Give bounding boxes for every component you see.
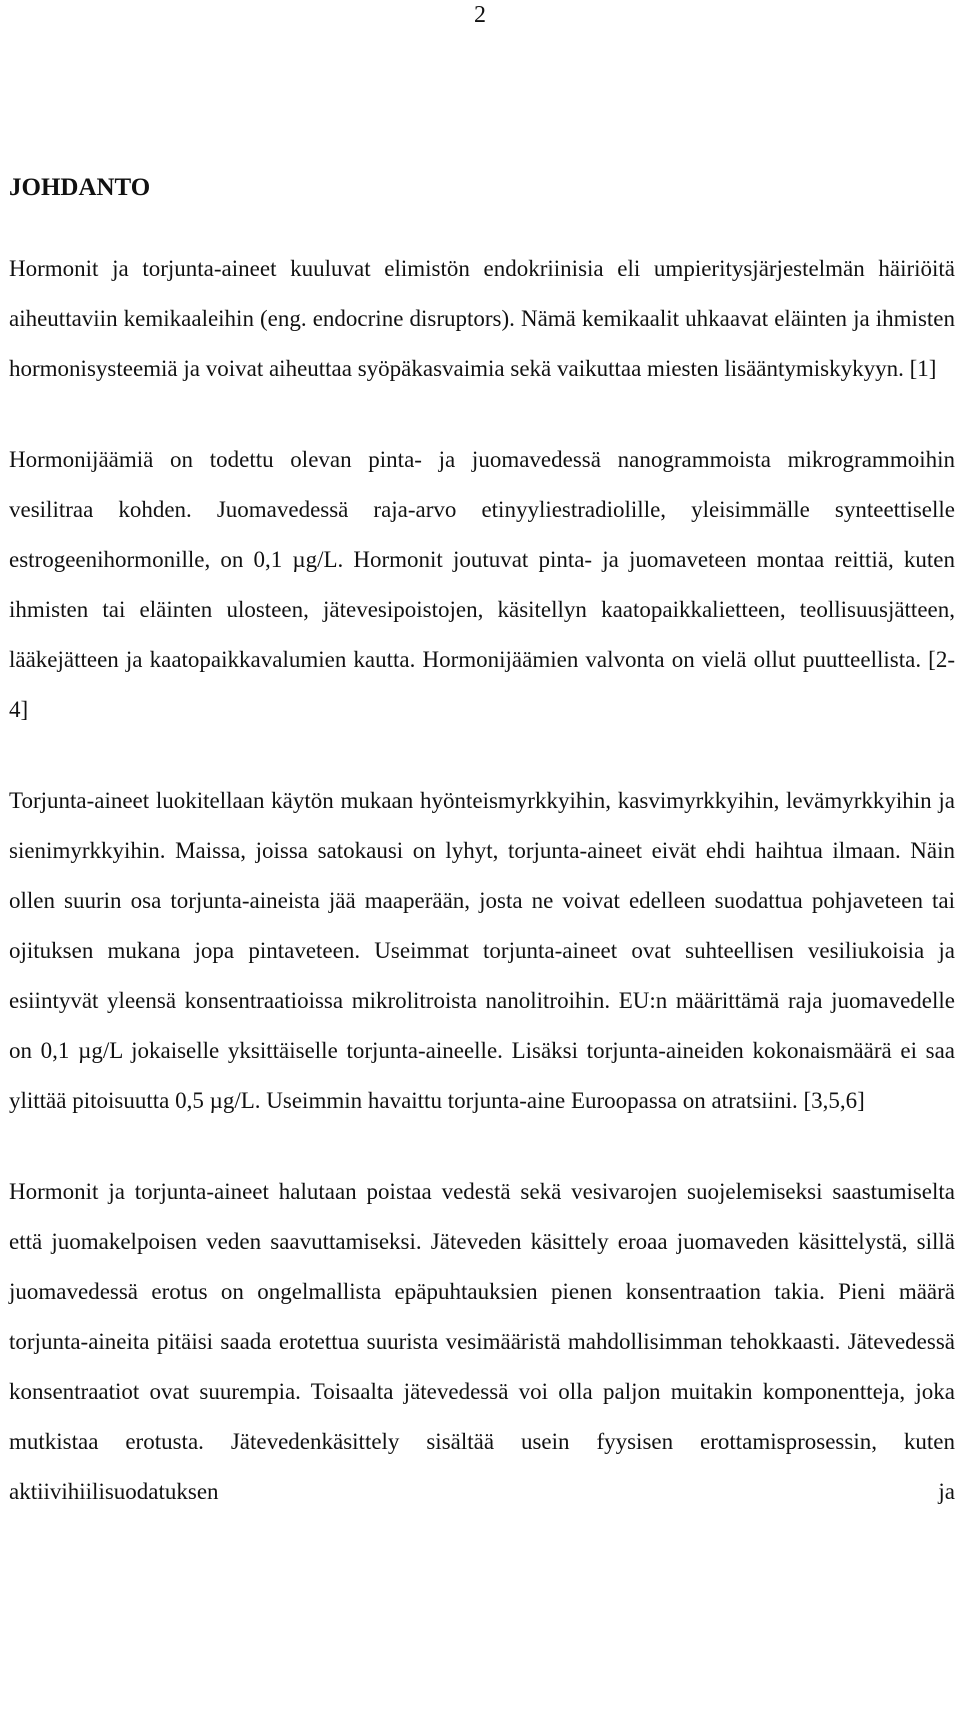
paragraph-hormone-residues: Hormonijäämiä on todettu olevan pinta- ja juomavedessä nanogrammoista mikrogrammoihin vesilitraa kohden. Juomavedessä raja-arvo etinyyliestradiolille, yleisimmälle synteettiselle estrogeenihormonille, on 0,1 µg/L. Hormonit joutuvat pinta- ja juomaveteen montaa reittiä, kuten ihmisten tai eläinten ulosteen, jätevesipoistojen, käsitellyn kaatopaikkalietteen, teollisuusjätteen, lääkejätteen ja kaatopaikkavalumien kautta. Hormonijäämien valvonta on vielä ollut puutteellista. [2-4] <box>9 447 955 722</box>
paragraph-intro: Hormonit ja torjunta-aineet kuuluvat elimistön endokriinisia eli umpieritysjärjestelmän häiriöitä aiheuttaviin kemikaaleihin (eng. endocrine disruptors). Nämä kemikaalit uhkaavat eläinten ja ihmisten hormonisysteemiä ja voivat aiheuttaa syöpäkasvaimia sekä vaikuttaa miesten lisääntymiskykyyn. [1] <box>9 256 955 381</box>
section-heading: JOHDANTO <box>9 174 151 201</box>
paragraph-water-treatment: Hormonit ja torjunta-aineet halutaan poistaa vedestä sekä vesivarojen suojelemiseksi saastumiselta että juomakelpoisen veden saavuttamiseksi. Jäteveden käsittely eroaa juomaveden käsittelystä, sillä juomavedessä erotus on ongelmallista epäpuhtauksien pienen konsentraation takia. Pieni määrä torjunta-aineita pitäisi saada erotettua suurista vesimääristä mahdollisimman tehokkaasti. Jätevedessä konsentraatiot ovat suurempia. Toisaalta jätevedessä voi olla paljon muitakin komponentteja, joka mutkistaa erotusta. Jätevedenkäsittely sisältää usein fyysisen erottamisprosessin, kuten aktiivihiilisuodatuksen ja <box>9 1179 955 1504</box>
document-body <box>9 172 955 1517</box>
paragraph-pesticides: Torjunta-aineet luokitellaan käytön mukaan hyönteismyrkkyihin, kasvimyrkkyihin, levämyrkkyihin ja sienimyrkkyihin. Maissa, joissa satokausi on lyhyt, torjunta-aineet eivät ehdi haihtua ilmaan. Näin ollen suurin osa torjunta-aineista jää maaperään, josta ne voivat edelleen suodattua pohjaveteen tai ojituksen mukana jopa pintaveteen. Useimmat torjunta-aineet ovat suhteellisen vesiliukoisia ja esiintyvät yleensä konsentraatioissa mikrolitroista nanolitroihin. EU:n määrittämä raja juomavedelle on 0,1 µg/L jokaiselle yksittäiselle torjunta-aineelle. Lisäksi torjunta-aineiden kokonaismäärä ei saa ylittää pitoisuutta 0,5 µg/L. Useimmin havaittu torjunta-aine Euroopassa on atratsiini. [3,5,6] <box>9 788 955 1113</box>
page-number: 2 <box>474 2 486 28</box>
